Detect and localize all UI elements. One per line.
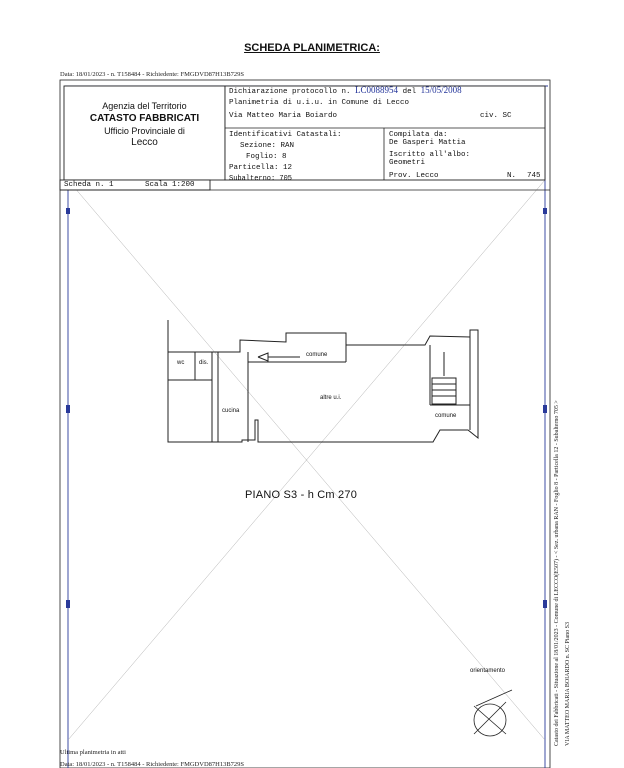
address: Via Matteo Maria Boiardo (229, 112, 338, 120)
label-dis: dis. (199, 360, 209, 366)
scheda-number: Scheda n. 1 (64, 181, 114, 189)
agency-block (64, 100, 225, 149)
label-comune-top: comune (306, 352, 328, 358)
page-title: SCHEDA PLANIMETRICA: (244, 42, 380, 54)
label-comune-right: comune (435, 413, 457, 419)
agency-line3: Ufficio Provinciale di (104, 126, 185, 136)
civic-number: civ. SC (480, 112, 512, 120)
tick-mark (543, 208, 547, 214)
compiler-number: 745 (527, 172, 541, 180)
tick-mark (543, 600, 547, 608)
plan-line: Planimetria di u.i.u. in Comune di Lecco (229, 99, 410, 107)
registered-value: Geometri (389, 159, 426, 167)
side-note: Catasto dei Fabbricati - Situazione al 18/01/2023 - Comune di LECCO(E507) - < Sez. urbana RAN - Foglio 8 - Particella 12 - Subalterno 705 > (554, 400, 560, 746)
scheda-scale: Scala 1:200 (145, 181, 195, 189)
agency-line2: CATASTO FABBRICATI (89, 113, 200, 124)
side-note-2: VIA MATTEO MARIA BOIARDO n. SC Piano S3 (565, 621, 571, 746)
floor-caption: PIANO S3 - h Cm 270 (245, 489, 358, 501)
bottom-meta: Data: 18/01/2023 - n. T158484 - Richiedente: FMGDVD87H13B729S (60, 761, 245, 768)
registered-label: Iscritto all'albo: (389, 151, 471, 159)
number-label: N. (507, 172, 517, 180)
subalterno: Subalterno: 705 (229, 175, 293, 183)
agency-line1: Agenzia del Territorio (102, 101, 187, 111)
foglio: Foglio: 8 (246, 153, 287, 161)
tick-mark (66, 600, 70, 608)
identifiers-heading: Identificativi Catastali: (229, 131, 342, 139)
compiler-name: De Gasperi Mattia (389, 139, 466, 147)
label-wc: wc (177, 360, 185, 366)
last-plan-note: Ultima planimetria in atti (60, 749, 126, 756)
agency-line4: Lecco (131, 137, 158, 148)
request-meta: Data: 18/01/2023 - n. T158484 - Richiedente: FMGDVD87H13B729S (60, 71, 245, 78)
floor-plan (168, 320, 478, 442)
particella: Particella: 12 (229, 164, 293, 172)
tick-mark (66, 208, 70, 214)
compass-icon (474, 690, 512, 736)
declaration-line: Dichiarazione protocollo n. LC0088954 del 15/05/2008 (229, 85, 462, 96)
orientation-label: orientamento (470, 668, 506, 674)
sezione: Sezione: RAN (240, 142, 295, 150)
tick-mark (543, 405, 547, 413)
tick-mark (66, 405, 70, 413)
label-altre-ui: altre u.i. (320, 395, 342, 401)
label-cucina: cucina (222, 408, 240, 414)
compiled-label: Compilata da: (389, 131, 448, 139)
province: Prov. Lecco (389, 172, 439, 180)
